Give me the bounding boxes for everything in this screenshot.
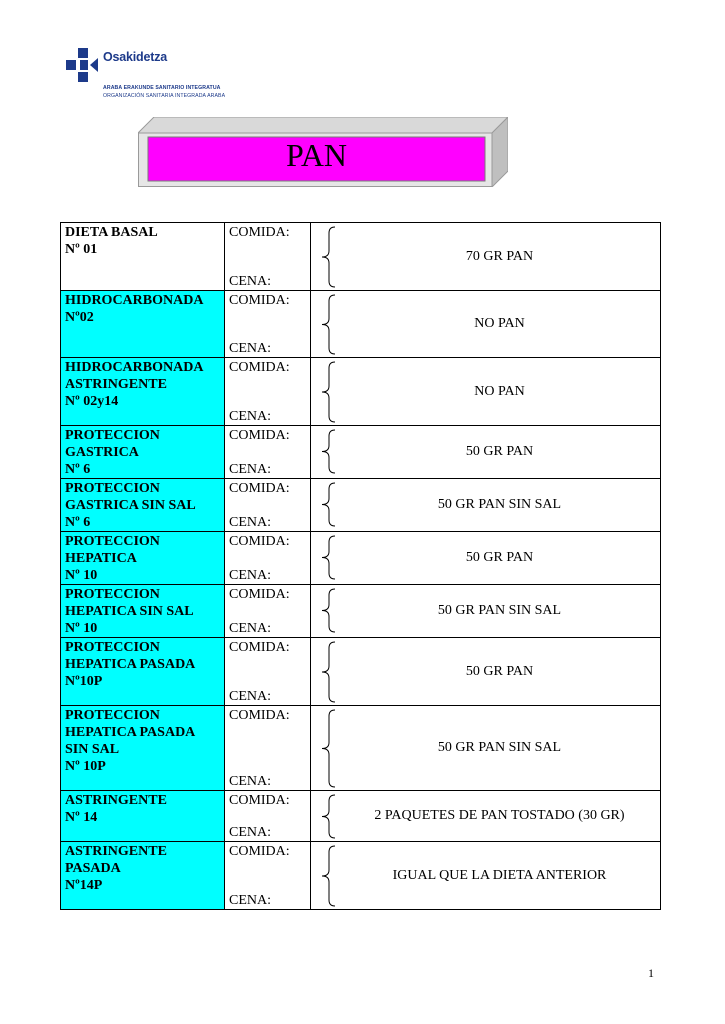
diet-name-line: HEPATICA SIN SAL [65, 604, 194, 619]
comida-label: COMIDA: [229, 428, 290, 443]
diet-name-line: DIETA BASAL [65, 225, 158, 240]
diet-name-line: PROTECCION [65, 708, 160, 723]
bread-amount: 50 GR PAN SIN SAL [437, 497, 562, 512]
table-row [61, 791, 661, 842]
curly-brace-icon [319, 641, 339, 703]
meal-cell [225, 532, 311, 585]
diet-name-line: Nº 10 [65, 568, 98, 583]
diet-name-line: Nº 10P [65, 759, 106, 774]
meal-cell [225, 223, 311, 291]
diet-name-cell [61, 791, 225, 842]
diet-name-line: Nº 6 [65, 515, 91, 530]
cena-label: CENA: [229, 515, 271, 530]
diet-name-line: PROTECCION [65, 587, 160, 602]
table-row [61, 358, 661, 426]
diet-name-line: HIDROCARBONADA [65, 360, 204, 375]
table-row [61, 842, 661, 910]
org-name: Osakidetza [103, 50, 168, 64]
bread-amount: NO PAN [474, 383, 525, 399]
cena-label: CENA: [229, 825, 271, 840]
diet-name-cell [61, 842, 225, 910]
comida-label: COMIDA: [229, 640, 290, 655]
meal-cell [225, 358, 311, 426]
comida-label: COMIDA: [229, 293, 290, 308]
comida-label: COMIDA: [229, 587, 290, 602]
diet-name-line: Nº 6 [65, 462, 91, 477]
bread-amount-cell [311, 842, 661, 910]
diet-name-cell [61, 291, 225, 358]
comida-label: COMIDA: [229, 708, 290, 723]
title-banner [138, 117, 508, 187]
diet-name-line: Nº14P [65, 878, 103, 893]
comida-label: COMIDA: [229, 360, 290, 375]
meal-cell [225, 842, 311, 910]
diet-name-cell [61, 223, 225, 291]
diet-name-line: Nº 10 [65, 621, 98, 636]
curly-brace-icon [319, 226, 339, 288]
meal-cell [225, 791, 311, 842]
cena-label: CENA: [229, 893, 271, 908]
table-row [61, 706, 661, 791]
diet-name-line: Nº 02y14 [65, 394, 119, 409]
diet-name-cell [61, 532, 225, 585]
bread-amount: 70 GR PAN [465, 248, 534, 264]
bread-amount-cell [311, 426, 661, 479]
comida-label: COMIDA: [229, 225, 290, 240]
cena-label: CENA: [229, 341, 271, 356]
cena-label: CENA: [229, 274, 271, 289]
bread-amount-cell [311, 638, 661, 706]
diet-name-line: GASTRICA [65, 445, 139, 460]
cena-label: CENA: [229, 462, 271, 477]
diet-name-line: Nº02 [65, 310, 94, 325]
curly-brace-icon [319, 294, 339, 355]
diet-name-line: ASTRINGENTE [65, 377, 167, 392]
bread-amount-cell [311, 585, 661, 638]
bread-amount: 2 PAQUETES DE PAN TOSTADO (30 GR) [374, 808, 625, 823]
table-row [61, 638, 661, 706]
curly-brace-icon [319, 361, 339, 423]
diet-name-line: PASADA [65, 861, 121, 876]
bread-amount: 50 GR PAN SIN SAL [437, 603, 562, 618]
diet-name-cell [61, 479, 225, 532]
diet-name-line: SIN SAL [65, 742, 120, 757]
bread-amount-cell [311, 532, 661, 585]
bread-amount-cell [311, 791, 661, 842]
diet-name-line: HIDROCARBONADA [65, 293, 204, 308]
diet-bread-table [60, 222, 661, 910]
curly-brace-icon [319, 845, 339, 907]
bread-amount-cell [311, 223, 661, 291]
bread-amount-cell [311, 358, 661, 426]
diet-name-line: Nº 14 [65, 810, 98, 825]
diet-name-cell [61, 426, 225, 479]
cena-label: CENA: [229, 689, 271, 704]
org-sub-line2: ORGANIZACIÓN SANITARIA INTEGRADA ARABA [103, 93, 226, 99]
diet-name-cell [61, 585, 225, 638]
osakidetza-logo [66, 44, 266, 104]
bread-amount: 50 GR PAN SIN SAL [437, 740, 562, 755]
cena-label: CENA: [229, 621, 271, 636]
diet-name-line: PROTECCION [65, 481, 160, 496]
diet-name-line: ASTRINGENTE [65, 844, 167, 859]
diet-name-line: Nº10P [65, 674, 103, 689]
meal-cell [225, 479, 311, 532]
page-title: PAN [285, 137, 348, 173]
diet-name-line: PROTECCION [65, 640, 160, 655]
osakidetza-cross-icon [66, 44, 100, 84]
bread-amount-cell [311, 479, 661, 532]
diet-name-line: GASTRICA SIN SAL [65, 498, 196, 513]
comida-label: COMIDA: [229, 844, 290, 859]
comida-label: COMIDA: [229, 534, 290, 549]
diet-name-line: HEPATICA [65, 551, 137, 566]
diet-name-line: ASTRINGENTE [65, 793, 167, 808]
bread-amount: 50 GR PAN [465, 663, 534, 679]
curly-brace-icon [319, 535, 339, 580]
comida-label: COMIDA: [229, 793, 290, 808]
bread-amount: 50 GR PAN [465, 550, 534, 565]
cena-label: CENA: [229, 409, 271, 424]
cena-label: CENA: [229, 568, 271, 583]
diet-name-line: HEPATICA PASADA [65, 725, 196, 740]
curly-brace-icon [319, 429, 339, 474]
meal-cell [225, 706, 311, 791]
org-sub-line1: ARABA ERAKUNDE SANITARIO INTEGRATUA [103, 85, 221, 91]
curly-brace-icon [319, 482, 339, 527]
curly-brace-icon [319, 588, 339, 633]
bread-amount-cell [311, 291, 661, 358]
meal-cell [225, 585, 311, 638]
bread-amount-cell [311, 706, 661, 791]
page-number: 1 [648, 966, 654, 980]
table-row [61, 291, 661, 358]
meal-cell [225, 638, 311, 706]
table-row [61, 223, 661, 291]
bread-amount: 50 GR PAN [465, 444, 534, 459]
diet-name-line: HEPATICA PASADA [65, 657, 196, 672]
curly-brace-icon [319, 709, 339, 788]
bread-amount: NO PAN [474, 316, 525, 331]
cena-label: CENA: [229, 774, 271, 789]
meal-cell [225, 291, 311, 358]
meal-cell [225, 426, 311, 479]
table-row [61, 479, 661, 532]
table-row [61, 532, 661, 585]
diet-name-line: Nº 01 [65, 242, 98, 257]
diet-name-line: PROTECCION [65, 534, 160, 549]
diet-name-cell [61, 706, 225, 791]
bread-amount: IGUAL QUE LA DIETA ANTERIOR [392, 867, 607, 883]
table-row [61, 426, 661, 479]
table-row [61, 585, 661, 638]
curly-brace-icon [319, 794, 339, 839]
diet-name-line: PROTECCION [65, 428, 160, 443]
diet-name-cell [61, 638, 225, 706]
diet-name-cell [61, 358, 225, 426]
comida-label: COMIDA: [229, 481, 290, 496]
